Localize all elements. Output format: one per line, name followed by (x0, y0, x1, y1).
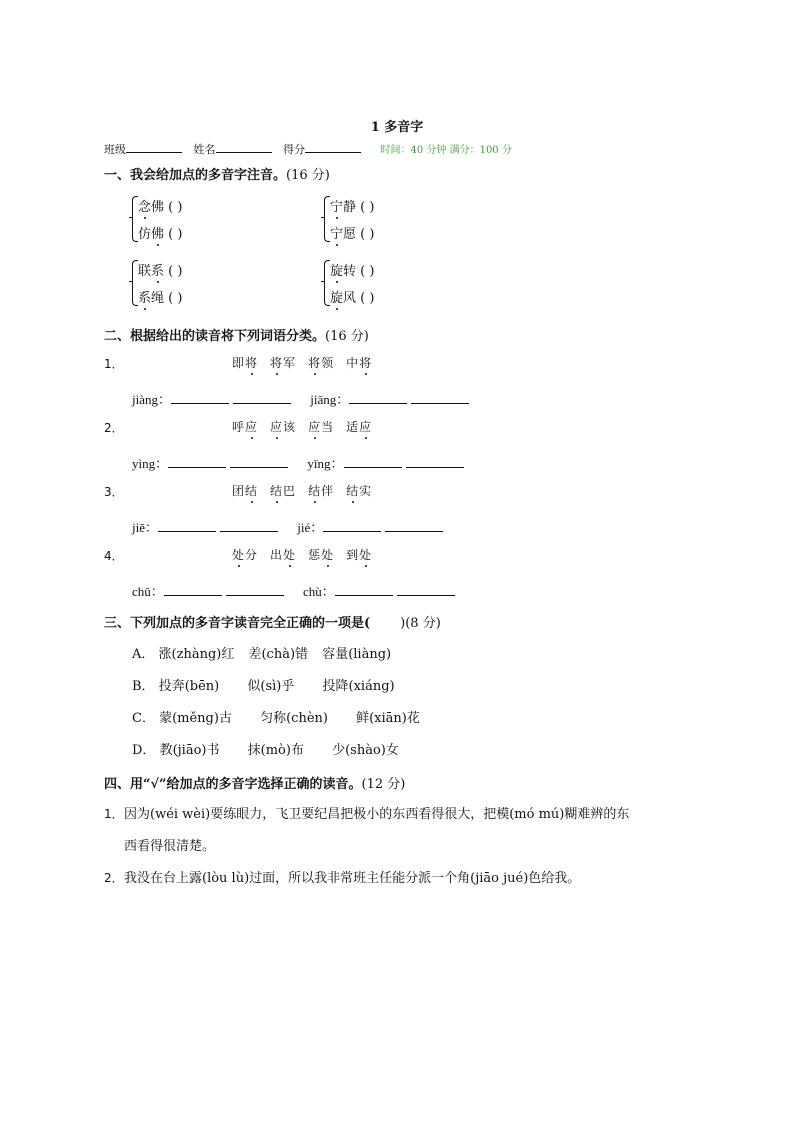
answer-paren[interactable]: ( ) (168, 200, 183, 215)
dotted-char: 结 (245, 484, 259, 498)
answer-line[interactable] (168, 455, 226, 468)
pinyin-label: jiāng： (310, 392, 350, 407)
pinyin-label: chù： (303, 584, 335, 599)
word: 出处 (270, 548, 297, 562)
word-pair (138, 223, 230, 242)
question-1-text-cont: 西看得很清楚。 (124, 839, 216, 854)
dotted-char: 佛 (151, 223, 164, 242)
item-number: 1． (104, 807, 124, 821)
section-2-heading: 二、根据给出的读音将下列词语分类。 (104, 329, 326, 344)
answer-line[interactable] (385, 519, 443, 532)
score-label: 得分 (283, 143, 305, 156)
word-pair (138, 260, 230, 279)
page-title: 1 多音字 (370, 120, 424, 135)
answer-line[interactable] (171, 391, 229, 404)
option-label: C． (132, 711, 155, 726)
word-list (232, 546, 384, 563)
char: 绳 (151, 291, 165, 306)
word-pair (330, 196, 422, 215)
score-blank[interactable] (305, 142, 361, 153)
pinyin-label: chǔ： (132, 584, 164, 599)
answer-line[interactable] (220, 519, 278, 532)
dotted-char: 应 (308, 420, 322, 434)
name-label: 姓名 (193, 143, 216, 156)
char: 转 (343, 264, 357, 279)
question-1-text: 因为(wéi wèi)要练眼力，飞卫要纪昌把极小的东西看得很大，把模(mó mú)糊难辨的东 (124, 807, 630, 822)
word: 即将 (232, 356, 259, 370)
option-word: 容量(liàng) (322, 647, 392, 662)
dotted-char: 宁 (330, 196, 343, 215)
dotted-char: 念 (138, 196, 151, 215)
word-list (232, 354, 384, 371)
answer-paren[interactable]: ( ) (168, 291, 183, 306)
char: 联 (138, 264, 152, 279)
answer-line[interactable] (164, 583, 222, 596)
answer-line[interactable] (344, 455, 402, 468)
pinyin-label: jiàng： (132, 392, 171, 407)
option-word: 鲜(xiān)花 (356, 711, 420, 726)
char: 风 (343, 291, 357, 306)
item-number: 2． (104, 421, 124, 435)
dotted-char: 处 (359, 548, 373, 562)
item-number: 4． (104, 549, 124, 563)
dotted-char: 宁 (330, 223, 343, 242)
item-number: 1． (104, 357, 124, 371)
word-pair (330, 223, 422, 242)
option-label: D． (132, 743, 156, 758)
dotted-char: 将 (308, 356, 322, 370)
option-word: 投奔(bēn) (158, 679, 220, 694)
item-number: 2． (104, 871, 124, 885)
word: 团结 (232, 484, 259, 498)
section-2-score: (16 分) (325, 329, 369, 344)
dotted-char: 应 (359, 420, 373, 434)
option-b[interactable] (132, 675, 395, 694)
dotted-char: 处 (321, 548, 335, 562)
dotted-char: 系 (138, 287, 151, 306)
option-label: A． (132, 647, 155, 662)
dotted-char: 应 (245, 420, 259, 434)
answer-paren[interactable]: ( ) (360, 264, 375, 279)
word-pair (330, 260, 422, 279)
section-1-heading: 一、我会给加点的多音字注音。 (104, 168, 287, 183)
dotted-char: 结 (308, 484, 322, 498)
answer-paren[interactable]: ( ) (168, 264, 183, 279)
time-info: 时间：40 分钟 满分：100 分 (380, 145, 512, 156)
word-pair (138, 287, 230, 306)
student-info-row (104, 141, 512, 157)
name-blank[interactable] (216, 142, 272, 153)
answer-paren[interactable]: ( ) (360, 200, 375, 215)
option-a[interactable] (132, 643, 391, 662)
section-1-title (104, 164, 330, 183)
word: 中将 (346, 356, 373, 370)
option-word: 投降(xiáng) (322, 679, 395, 694)
dotted-char: 处 (232, 548, 246, 562)
answer-line[interactable] (226, 583, 284, 596)
section-4-title (104, 773, 405, 792)
dotted-char: 处 (283, 548, 297, 562)
word-list (232, 418, 384, 435)
answer-line[interactable] (349, 391, 407, 404)
word-pair (330, 287, 422, 306)
option-word: 抹(mò)布 (247, 743, 304, 758)
classify-row (132, 517, 447, 536)
answer-line[interactable] (397, 583, 455, 596)
option-word: 差(chà)错 (248, 647, 309, 662)
option-word: 蒙(měng)古 (159, 711, 232, 726)
dotted-char: 将 (359, 356, 373, 370)
word-pair (138, 196, 230, 215)
dotted-char: 旋 (330, 287, 343, 306)
option-word: 教(jiāo)书 (159, 743, 220, 758)
section-1-score: (16 分) (286, 168, 330, 183)
pinyin-label: yīng： (307, 456, 344, 471)
answer-line[interactable] (335, 583, 393, 596)
word: 呼应 (232, 420, 259, 434)
word: 应该 (270, 420, 297, 434)
char: 静 (343, 200, 357, 215)
dotted-char: 结 (346, 484, 360, 498)
classify-row (132, 453, 468, 472)
option-word: 似(sì)乎 (247, 679, 295, 694)
section-3-title (104, 612, 441, 631)
word: 适应 (346, 420, 373, 434)
question-2-text: 我没在台上露(lòu lù)过面，所以我非常班主任能分派一个角(jiāo jué)色给我。 (124, 871, 581, 886)
word: 处分 (232, 548, 259, 562)
answer-paren[interactable]: ( ) (360, 227, 375, 242)
word: 应当 (308, 420, 335, 434)
section-4-score: (12 分) (361, 777, 406, 792)
option-word: 涨(zhàng)红 (158, 647, 235, 662)
dotted-char: 将 (270, 356, 284, 370)
section-4-heading: 四、用“√”给加点的多音字选择正确的读音。 (104, 777, 362, 792)
pinyin-label: jiē： (132, 520, 158, 535)
pinyin-label: yìng： (132, 456, 169, 471)
class-blank[interactable] (126, 142, 182, 153)
word: 将军 (270, 356, 297, 370)
dotted-char: 旋 (330, 260, 343, 279)
answer-line[interactable] (158, 519, 216, 532)
section-3-score: )(8 分) (400, 616, 441, 631)
word: 结巴 (270, 484, 297, 498)
pinyin-label: jié： (297, 520, 324, 535)
section-3-heading: 三、下列加点的多音字读音完全正确的一项是( (104, 616, 371, 631)
classify-row (132, 389, 473, 408)
dotted-char: 将 (245, 356, 259, 370)
answer-line[interactable] (233, 391, 291, 404)
answer-line[interactable] (411, 391, 469, 404)
answer-line[interactable] (406, 455, 464, 468)
classify-row (132, 581, 459, 600)
dotted-char: 结 (270, 484, 284, 498)
word: 结伴 (308, 484, 335, 498)
item-number: 3． (104, 485, 124, 499)
answer-line[interactable] (230, 455, 288, 468)
option-label: B． (132, 679, 155, 694)
word: 将领 (308, 356, 335, 370)
word: 结实 (346, 484, 373, 498)
char: 愿 (343, 227, 357, 242)
char: 仿 (138, 227, 152, 242)
answer-paren[interactable]: ( ) (168, 227, 183, 242)
answer-line[interactable] (323, 519, 381, 532)
option-word: 匀称(chèn) (260, 711, 328, 726)
option-c[interactable] (132, 707, 420, 726)
answer-paren[interactable]: ( ) (360, 291, 375, 306)
section-2-title (104, 325, 369, 344)
class-label: 班级 (104, 143, 126, 156)
word: 到处 (346, 548, 373, 562)
option-word: 少(shào)女 (332, 743, 399, 758)
dotted-char: 系 (151, 260, 164, 279)
word: 惩处 (308, 548, 335, 562)
char: 佛 (151, 200, 165, 215)
dotted-char: 应 (270, 420, 284, 434)
option-d[interactable] (132, 739, 399, 758)
word-list (232, 482, 384, 499)
